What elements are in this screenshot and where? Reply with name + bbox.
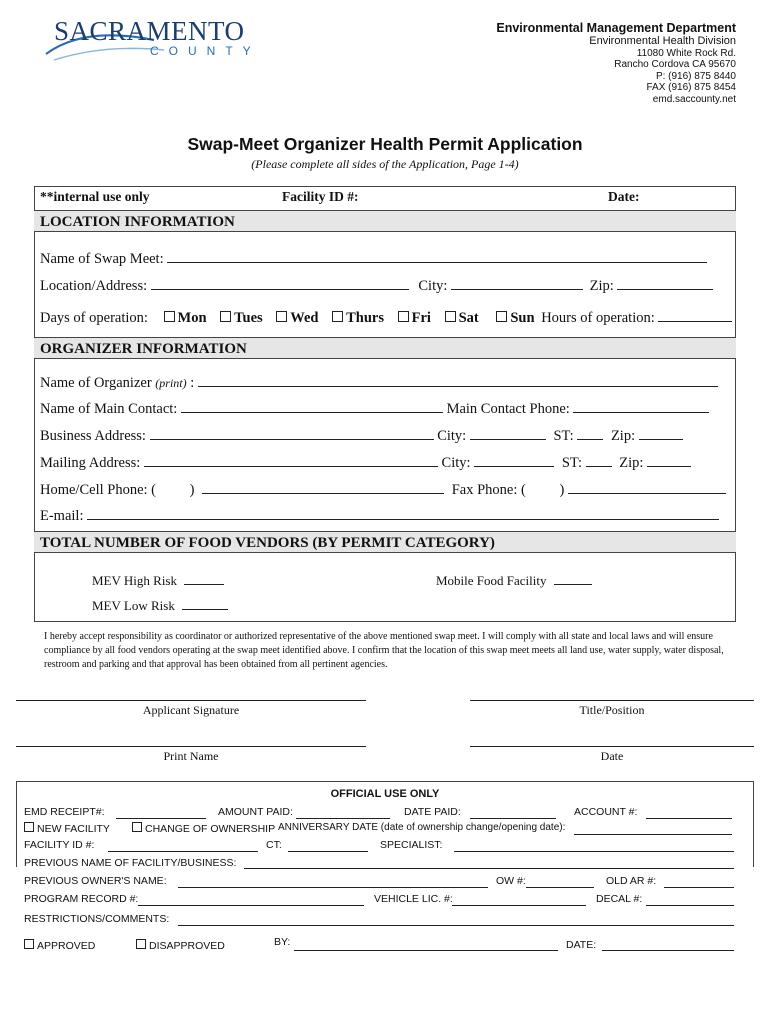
title-position-line[interactable] (470, 700, 754, 701)
ct-input[interactable] (288, 851, 368, 852)
vendors-heading: TOTAL NUMBER OF FOOD VENDORS (BY PERMIT CATEGORY) (34, 531, 736, 553)
main-contact-input[interactable] (181, 399, 443, 413)
amount-input[interactable] (296, 818, 390, 819)
account-input[interactable] (646, 818, 732, 819)
internal-date: Date: (608, 189, 640, 204)
main-contact-row (40, 399, 709, 418)
organizer-heading: ORGANIZER INFORMATION (34, 337, 736, 359)
prev-name-input[interactable] (244, 868, 734, 869)
day-sat[interactable]: Sat (445, 310, 479, 326)
location-address-label: Location/Address: (40, 278, 148, 294)
decal-label: DECAL #: (596, 893, 643, 905)
logo-line1: SACRAMENTO (54, 16, 245, 46)
print-name-line[interactable] (16, 746, 366, 747)
organizer-name-label: Name of Organizer (40, 375, 152, 391)
applicant-signature-line[interactable] (16, 700, 366, 701)
prev-owner-input[interactable] (178, 887, 488, 888)
account-label: ACCOUNT #: (574, 806, 638, 818)
department-block (496, 20, 736, 105)
days-label: Days of operation: (40, 310, 148, 326)
restrictions-input[interactable] (178, 925, 734, 926)
department-city: Rancho Cordova CA 95670 (614, 59, 736, 70)
program-label: PROGRAM RECORD #: (24, 893, 139, 905)
receipt-input[interactable] (116, 818, 206, 819)
organizer-print-label: (print) (155, 376, 187, 390)
page-title: Swap-Meet Organizer Health Permit Application (187, 134, 583, 154)
ow-input[interactable] (526, 887, 594, 888)
business-st-label: ST: (553, 428, 574, 444)
internal-label: **internal use only (40, 189, 150, 204)
county-logo (44, 14, 261, 64)
home-phone-label: Home/Cell Phone: ( (40, 482, 156, 498)
business-zip-label: Zip: (610, 428, 636, 444)
mailing-address-row (40, 453, 691, 472)
page-subtitle: (Please complete all sides of the Application, Page 1-4) (251, 157, 519, 171)
approved-checkbox[interactable]: APPROVED (24, 939, 95, 952)
date-line[interactable] (470, 746, 754, 747)
mev-low-input[interactable] (182, 596, 228, 610)
business-st-input[interactable] (577, 426, 603, 440)
mev-high-row (92, 571, 224, 589)
day-fri[interactable]: Fri (398, 310, 431, 326)
vehicle-label: VEHICLE LIC. #: (374, 893, 453, 905)
mobile-row (436, 571, 592, 589)
mailing-zip-label: Zip: (619, 455, 644, 471)
date-paid-input[interactable] (470, 818, 556, 819)
responsibility-statement: I hereby accept responsibility as coordinator or authorized representative of the above mentioned swap meet. I will comply with all state and local laws and will ensure compliance by all food vendors operating at the swap meet identified above. I confirm that the location of this swap meet meets all land use, water supply, water disposal, restroom and parking and that approval has been obtained from all pertinent agencies. (44, 631, 724, 670)
main-contact-phone-label: Main Contact Phone: (446, 401, 570, 417)
phone-row (40, 480, 726, 499)
mailing-zip-input[interactable] (647, 453, 691, 467)
swap-meet-name-input[interactable] (167, 249, 707, 263)
main-contact-label: Name of Main Contact: (40, 401, 178, 417)
mev-low-label: MEV Low Risk (92, 598, 175, 613)
day-thurs[interactable]: Thurs (332, 310, 384, 326)
mailing-city-input[interactable] (474, 453, 554, 467)
facility-id-input[interactable] (108, 851, 258, 852)
mobile-label: Mobile Food Facility (436, 573, 547, 588)
disapproved-checkbox[interactable]: DISAPPROVED (136, 939, 225, 952)
old-ar-label: OLD AR #: (606, 875, 657, 887)
specialist-input[interactable] (454, 851, 734, 852)
mev-low-row (92, 596, 228, 614)
fax-phone-paren: ) (559, 482, 565, 498)
date-label: Date (600, 749, 624, 763)
fax-phone-label: Fax Phone: ( (451, 482, 526, 498)
anniversary-input[interactable] (574, 834, 732, 835)
location-address-row (40, 276, 713, 295)
location-city-label: City: (418, 278, 448, 294)
mev-high-input[interactable] (184, 571, 224, 585)
business-zip-input[interactable] (639, 426, 683, 440)
business-city-label: City: (437, 428, 467, 444)
official-date-label: DATE: (566, 939, 597, 951)
day-sun[interactable]: Sun (496, 310, 534, 326)
facility-id-label: FACILITY ID #: (24, 839, 95, 851)
old-ar-input[interactable] (664, 887, 734, 888)
program-input[interactable] (138, 905, 364, 906)
swap-meet-name-label: Name of Swap Meet: (40, 251, 164, 267)
hours-input[interactable] (658, 308, 732, 322)
fax-phone-input[interactable] (568, 480, 726, 494)
business-address-row (40, 426, 683, 445)
department-street: 11080 White Rock Rd. (636, 47, 736, 59)
organizer-colon: : (190, 375, 195, 391)
applicant-signature-label: Applicant Signature (142, 703, 240, 717)
anniversary-label: ANNIVERSARY DATE (date of ownership change/opening date): (278, 822, 566, 833)
location-address-input[interactable] (151, 276, 409, 290)
change-ownership-checkbox[interactable]: CHANGE OF OWNERSHIP (132, 822, 275, 835)
location-heading: LOCATION INFORMATION (34, 210, 736, 232)
swap-meet-name-row (40, 249, 707, 268)
new-facility-checkbox[interactable]: NEW FACILITY (24, 822, 110, 835)
day-mon[interactable]: Mon (164, 310, 207, 326)
department-web: emd.saccounty.net (652, 93, 736, 105)
title-position-label: Title/Position (579, 703, 645, 717)
department-phone: P: (916) 875 8440 (655, 70, 736, 82)
hours-label: Hours of operation: (541, 310, 655, 326)
main-contact-phone-input[interactable] (573, 399, 709, 413)
email-row (40, 506, 719, 525)
restrictions-label: RESTRICTIONS/COMMENTS: (24, 913, 170, 925)
day-wed[interactable]: Wed (276, 310, 318, 326)
date-paid-label: DATE PAID: (404, 806, 461, 818)
department-division: Environmental Health Division (589, 35, 736, 47)
department-fax: FAX (916) 875 8454 (646, 82, 736, 93)
decal-input[interactable] (646, 905, 734, 906)
business-address-label: Business Address: (40, 428, 146, 444)
mailing-st-label: ST: (561, 455, 583, 471)
receipt-label: EMD RECEIPT#: (24, 806, 105, 818)
home-phone-paren: ) (189, 482, 195, 498)
internal-facility: Facility ID #: (282, 189, 359, 204)
ct-label: CT: (266, 839, 282, 851)
location-zip-label: Zip: (589, 278, 614, 294)
business-address-input[interactable] (150, 426, 434, 440)
prev-name-label: PREVIOUS NAME OF FACILITY/BUSINESS: (24, 857, 237, 869)
by-label: BY: (274, 936, 291, 948)
email-label: E-mail: (40, 508, 84, 524)
mailing-address-label: Mailing Address: (40, 455, 141, 471)
by-input[interactable] (294, 950, 558, 951)
mailing-st-input[interactable] (586, 453, 612, 467)
ow-label: OW #: (496, 875, 526, 887)
location-zip-input[interactable] (617, 276, 713, 290)
vehicle-input[interactable] (452, 905, 586, 906)
department-name: Environmental Management Department (496, 21, 736, 35)
organizer-name-input[interactable] (198, 373, 718, 387)
location-city-input[interactable] (451, 276, 583, 290)
amount-label: AMOUNT PAID: (218, 806, 293, 818)
specialist-label: SPECIALIST: (380, 839, 443, 851)
logo-line2: COUNTY (150, 44, 261, 58)
mev-high-label: MEV High Risk (92, 573, 177, 588)
organizer-name-row (40, 373, 718, 392)
print-name-label: Print Name (163, 749, 219, 763)
official-heading: OFFICIAL USE ONLY (330, 788, 440, 800)
mobile-input[interactable] (554, 571, 592, 585)
mailing-city-label: City: (441, 455, 471, 471)
days-row (40, 308, 732, 327)
mailing-address-input[interactable] (144, 453, 438, 467)
prev-owner-label: PREVIOUS OWNER'S NAME: (24, 875, 167, 887)
email-input[interactable] (87, 506, 719, 520)
home-phone-input[interactable] (202, 480, 444, 494)
business-city-input[interactable] (470, 426, 546, 440)
day-tues[interactable]: Tues (220, 310, 262, 326)
official-date-input[interactable] (602, 950, 734, 951)
